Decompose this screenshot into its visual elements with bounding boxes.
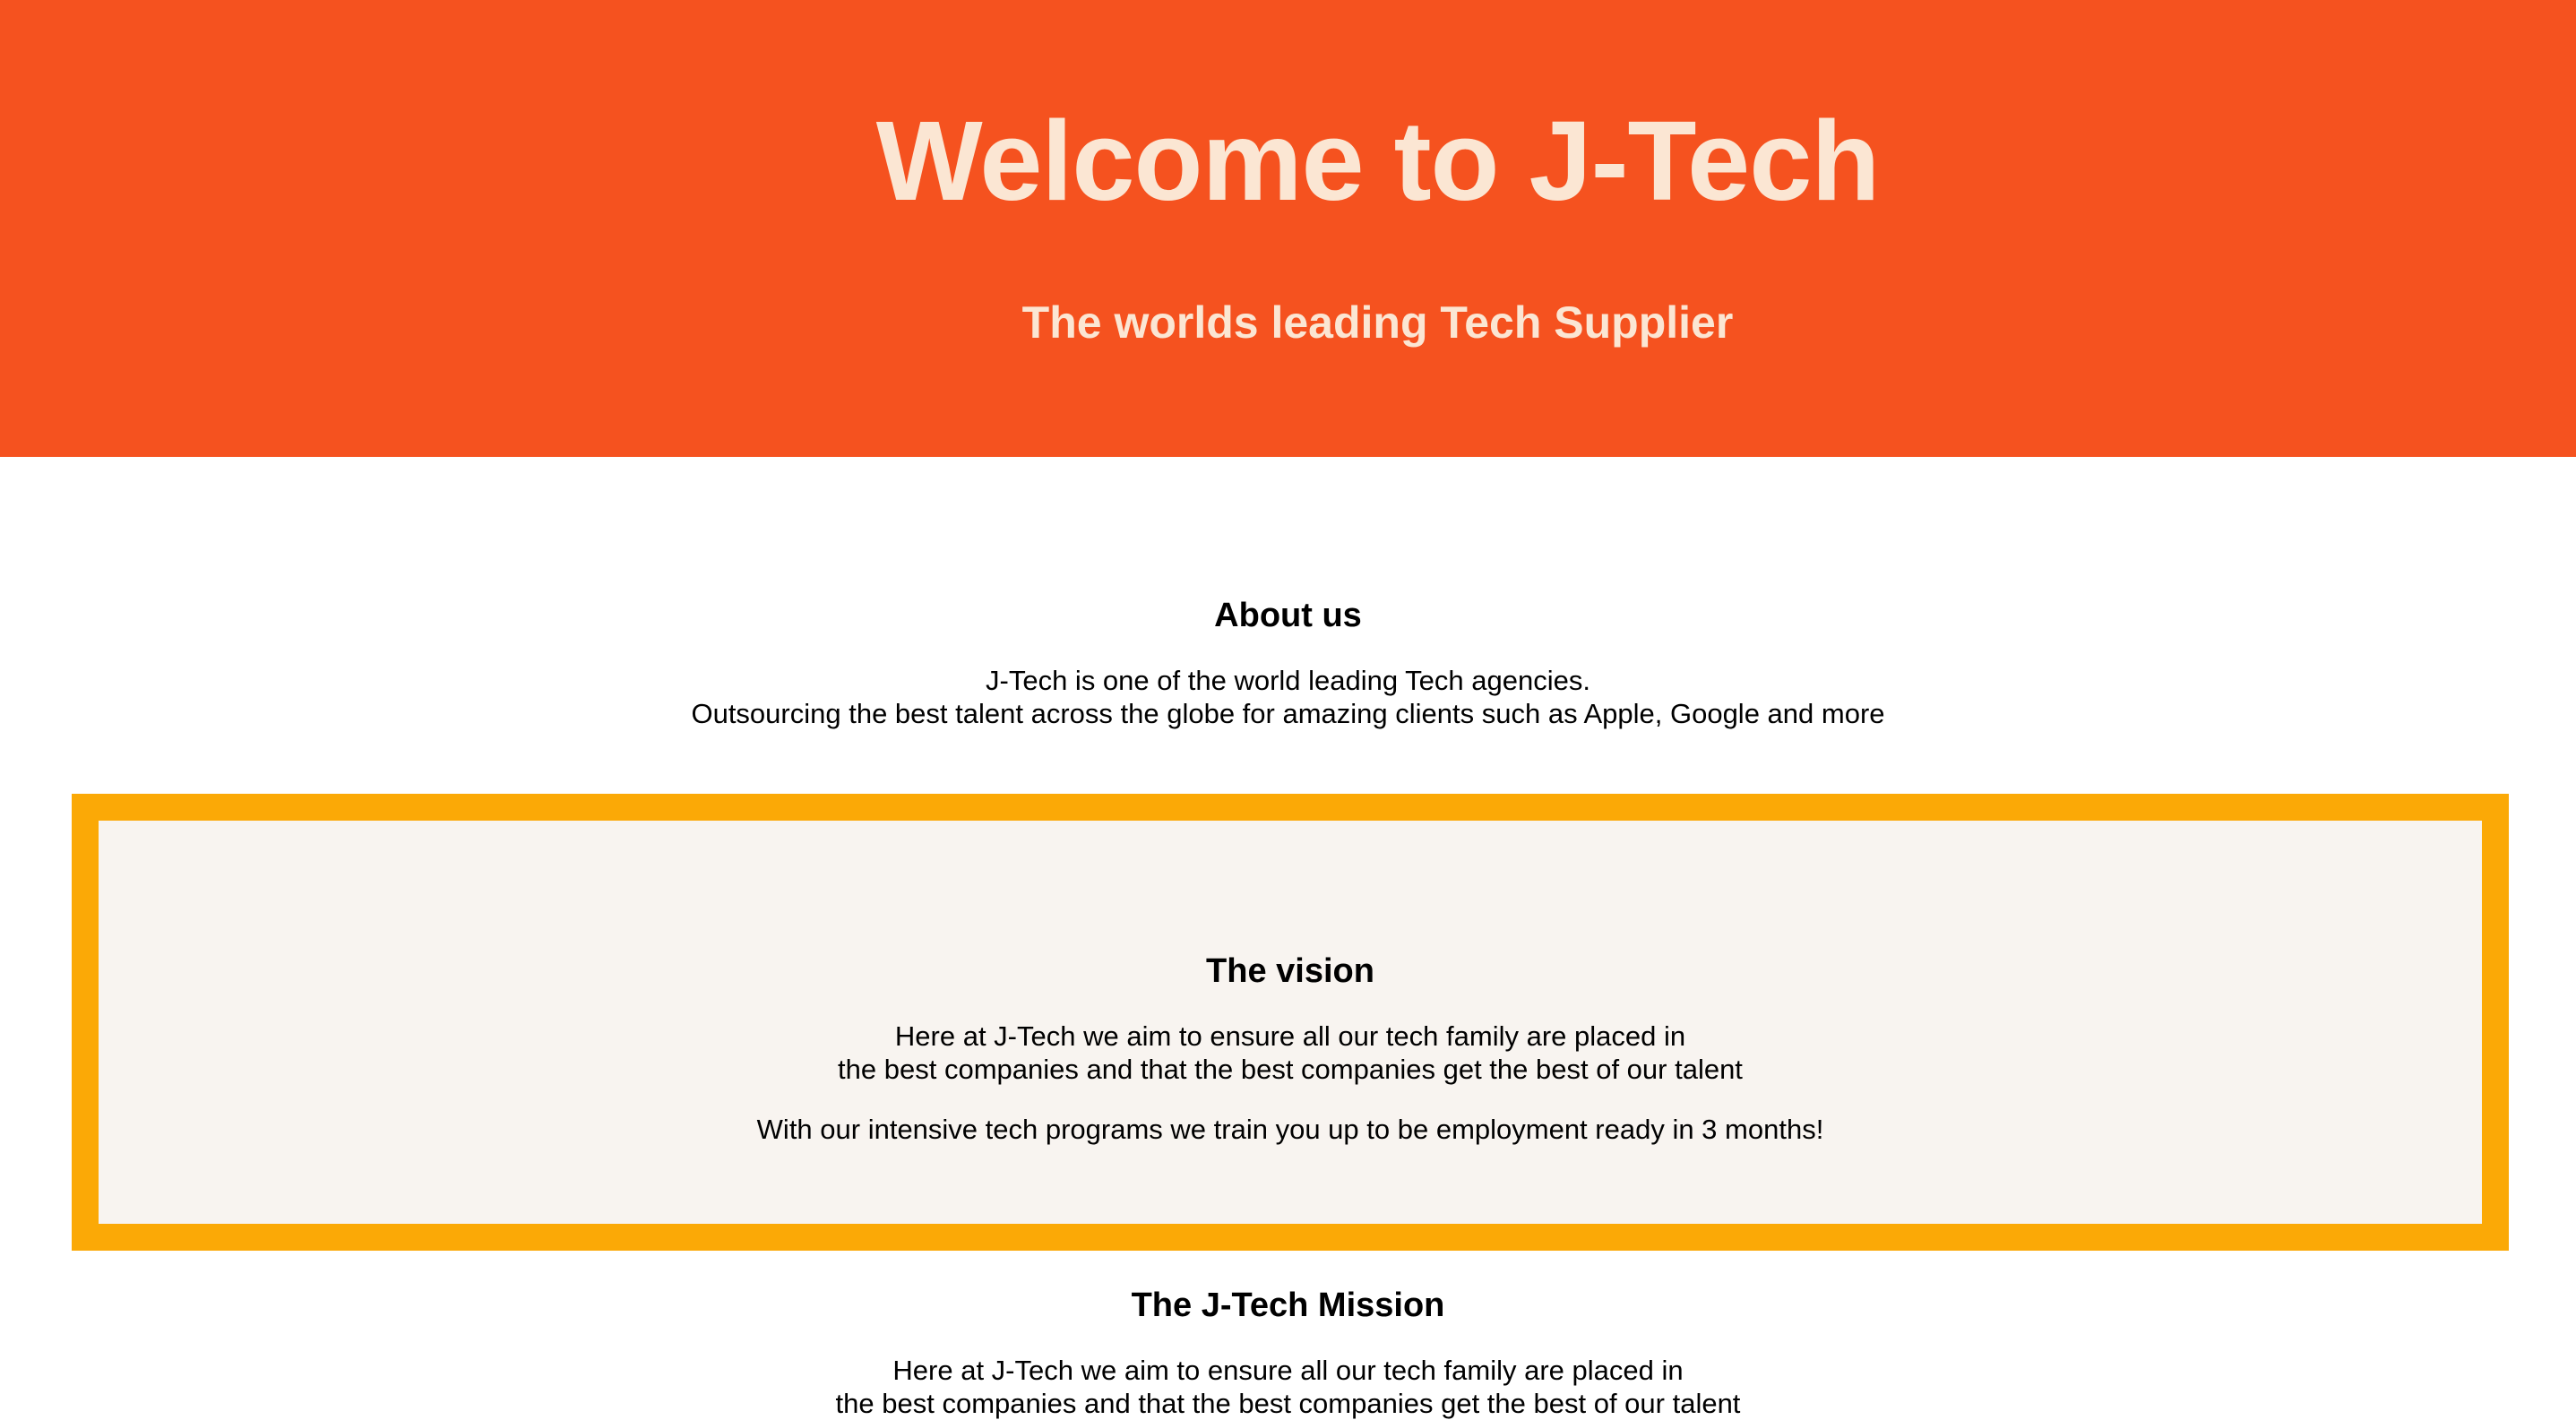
vision-text <box>99 1020 2482 1086</box>
mission-heading: The J-Tech Mission <box>1131 1287 1445 1324</box>
vision-heading: The vision <box>1206 952 1374 990</box>
vision-line-1: Here at J-Tech we aim to ensure all our tech family are placed in <box>894 1020 1686 1052</box>
mission-line-1: Here at J-Tech we aim to ensure all our tech family are placed in <box>892 1355 1684 1386</box>
about-heading: About us <box>1214 597 1362 634</box>
mission-line-2: the best companies and that the best companies get the best of our talent <box>835 1388 1741 1419</box>
vision-line-2: the best companies and that the best companies get the best of our talent <box>838 1054 1743 1085</box>
vision-programs-text: With our intensive tech programs we train you up to be employment ready in 3 months! <box>756 1114 1824 1145</box>
hero-banner <box>0 0 2576 457</box>
about-line-1: J-Tech is one of the world leading Tech agencies. <box>986 665 1590 696</box>
about-section <box>0 587 2576 730</box>
about-text <box>0 664 2576 730</box>
page-subtitle: The worlds leading Tech Supplier <box>1021 297 1734 348</box>
about-line-2: Outsourcing the best talent across the globe for amazing clients such as Apple, Google and more <box>691 698 1885 729</box>
mission-text <box>0 1354 2576 1420</box>
vision-section <box>72 794 2509 1251</box>
mission-section <box>0 1277 2576 1420</box>
page-title: Welcome to J-Tech <box>875 98 1880 224</box>
